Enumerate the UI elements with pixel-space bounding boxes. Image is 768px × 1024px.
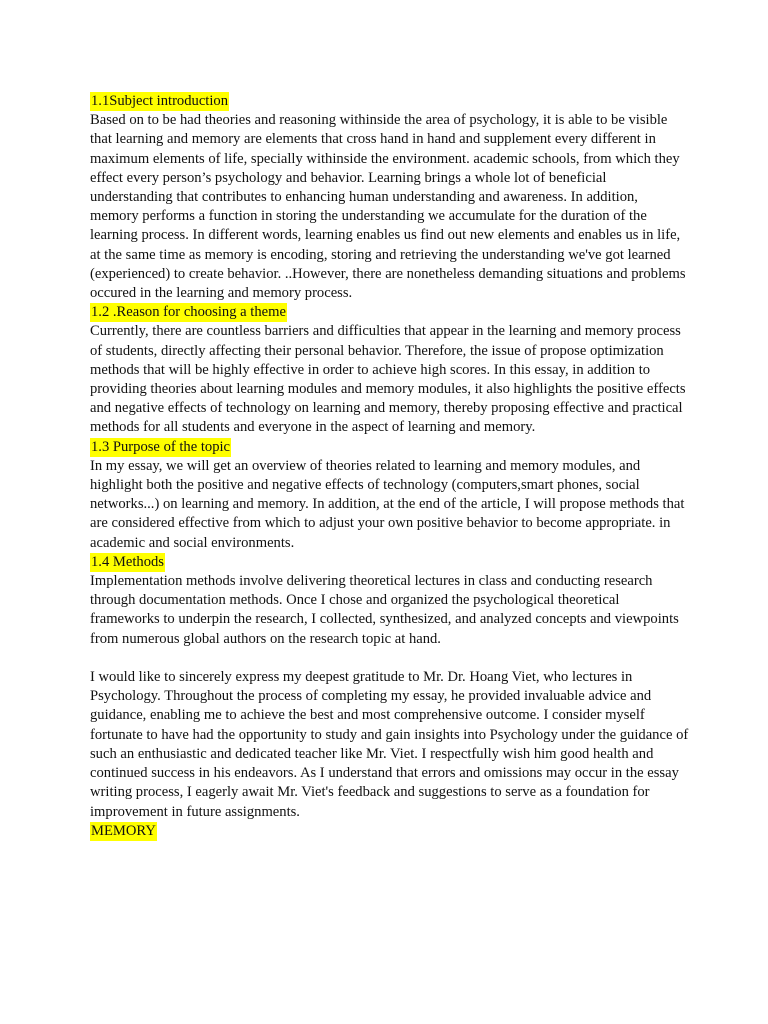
section-heading: 1.1Subject introduction — [90, 92, 229, 111]
section-reason-for-theme — [90, 303, 690, 437]
section-body: Currently, there are countless barriers and difficulties that appear in the learning and memory process of students, directly affecting their personal behavior. Therefore, the issue of propose optimization methods that will be highly effective in order to achieve high scores. In this essay, in addition to providing theories about learning modules and memory modules, it also highlights the positive effects and negative effects of technology on learning and memory, thereby proposing effective and practical methods for all students and everyone in the aspect of learning and memory. — [90, 323, 686, 436]
document-page — [90, 92, 690, 841]
paragraph-spacer — [90, 649, 690, 668]
section-purpose-of-topic — [90, 438, 690, 553]
section-body: Implementation methods involve delivering theoretical lectures in class and conducting research through documentation methods. Once I chose and organized the psychological theoretical frameworks to underpin the research, I collected, synthesized, and analyzed concepts and viewpoints from numerous global authors on the research topic at hand. — [90, 573, 679, 647]
section-body: Based on to be had theories and reasoning withinside the area of psychology, it is able to be visible that learning and memory are elements that cross hand in hand and supplement every different in maximum elements of life, specially withinside the environment. academic schools, from which they effect every person’s psychology and behavior. Learning brings a whole lot of beneficial understanding that contributes to enhancing human understanding and awareness. In addition, memory performs a function in storing the understanding we accumulate for the duration of the learning process. In different words, learning enables us find out new elements and enables us in life, at the same time as memory is encoding, storing and retrieving the understanding we've got learned (experienced) to create behavior. ..However, there are nonetheless demanding situations and problems occured in the learning and memory process. — [90, 112, 686, 302]
acknowledgement-paragraph: I would like to sincerely express my deepest gratitude to Mr. Dr. Hoang Viet, who lectures in Psychology. Throughout the process of completing my essay, he provided invaluable advice and guidance, enabling me to achieve the best and most comprehensive outcome. I consider myself fortunate to have had the opportunity to study and gain insights into Psychology under the guidance of such an enthusiastic and dedicated teacher like Mr. Viet. I respectfully wish him good health and continued success in his endeavors. As I understand that errors and omissions may occur in the essay writing process, I eagerly await Mr. Viet's feedback and suggestions to serve as a foundation for improvement in future assignments. — [90, 669, 689, 820]
section-heading: 1.4 Methods — [90, 553, 165, 572]
section-heading: 1.3 Purpose of the topic — [90, 438, 231, 457]
section-methods — [90, 553, 690, 649]
section-body: In my essay, we will get an overview of theories related to learning and memory modules, and highlight both the positive and negative effects of technology (computers,smart phones, social networks...) on learning and memory. In addition, at the end of the article, I will propose methods that are considered effective from which to adjust your own positive behavior to become appropriate. in academic and social environments. — [90, 457, 685, 551]
section-heading: 1.2 .Reason for choosing a theme — [90, 303, 287, 322]
section-subject-introduction — [90, 92, 690, 303]
memory-heading: MEMORY — [90, 822, 157, 841]
